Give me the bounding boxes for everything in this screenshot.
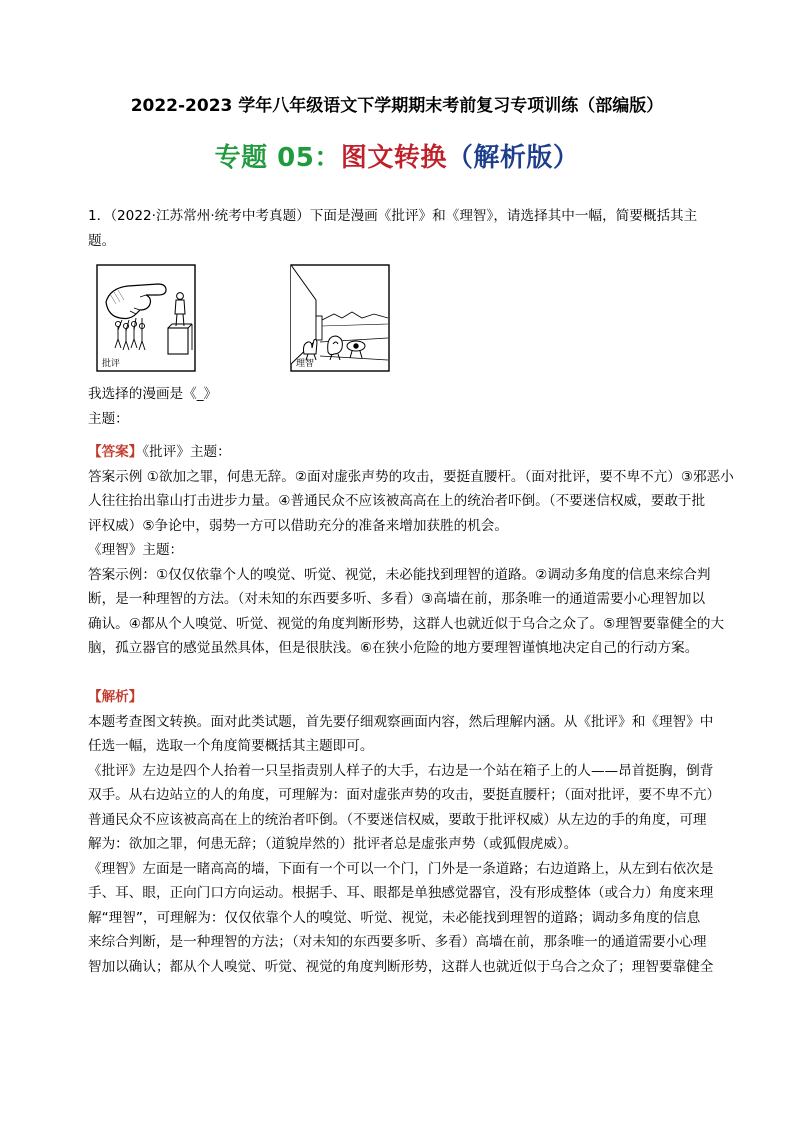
analysis-line: 手、耳、眼，正向门口方向运动。根据手、耳、眼都是单独感觉器官，没有形成整体（或合力）角度来理: [88, 885, 714, 901]
analysis-heading: [88, 685, 730, 710]
analysis-line: 本题考查图文转换。面对此类试题，首先要仔细观察画面内容，然后理解内涵。从《批评》和《理智》中: [88, 713, 714, 730]
answer-line: 评权威）⑤争论中，弱势一方可以借助充分的准备来增加获胜的机会。: [88, 517, 508, 534]
answer-line: 断，是一种理智的方法。（对未知的东西要多听、多看）③高墙在前，那条唯一的通道需要小心理智加以: [88, 591, 706, 607]
analysis-line: 智加以确认；都从个人嗅觉、听觉、视觉的角度判断形势，这群人也就近似于乌合之众了；理智要靠健全: [88, 958, 714, 975]
answer-line: 确认。④都从个人嗅觉、听觉、视觉的角度判断形势，这群人也就近似于乌合之众了。⑤理智要靠健全的大: [88, 615, 725, 632]
comic-figures: [96, 264, 396, 376]
answer-line: 《批评》主题：: [142, 444, 231, 460]
theme-line: 主题：: [88, 410, 129, 427]
answer-line: 答案示例 ①欲加之罪，何患无辞。②面对虚张声势的攻击，要挺直腰杆。（面对批评，要不卑不亢）③邪恶小: [88, 468, 734, 485]
analysis-line: 双手。从右边站立的人的角度，可理解为：面对虚张声势的攻击，要挺直腰杆；（面对批评，要不卑不亢）: [88, 787, 721, 803]
choice-line: 我选择的漫画是《_》: [88, 386, 218, 402]
analysis-section: [88, 685, 730, 979]
answer-section: [88, 440, 734, 661]
comic-reason: [290, 264, 390, 372]
answer-line: 答案示例：①仅仅依靠个人的嗅觉、听觉、视觉，未必能找到理智的道路。②调动多角度的信息来综合判: [88, 566, 711, 583]
comic-criticism: [96, 264, 196, 372]
main-title-edition: （解析版）: [446, 143, 580, 173]
analysis-line: 解为：欲加之罪，何患无辞；（道貌岸然的）批评者总是虚张声势（或狐假虎威）。: [88, 836, 578, 852]
question-line: 1．（2022·江苏常州·统考中考真题）下面是漫画《批评》和《理智》，请选择其中一幅，简要概括其主: [88, 208, 698, 224]
question-line: 题。: [88, 232, 116, 249]
comic-reason-label: 理智: [296, 359, 315, 369]
answer-tag: 【答案】: [88, 444, 143, 460]
analysis-line: 解“理智”，可理解为：仅仅依靠个人的嗅觉、听觉、视觉，未必能找到理智的道路；调动多角度的信息: [88, 909, 701, 926]
series-title: 2022-2023 学年八年级语文下学期期末考前复习专项训练（部编版）: [130, 96, 664, 116]
comic-criticism-label: 批评: [102, 359, 121, 369]
analysis-line: 《理智》左面是一睹高高的墙，下面有一个可以一个门，门外是一条道路；右边道路上，从左到右依次是: [88, 860, 714, 877]
main-title: [0, 140, 794, 176]
question-prompts: [88, 382, 730, 431]
answer-line: 人往往抬出靠山打击进步力量。④普通民众不应该被高高在上的统治者吓倒。（不要迷信权威，要敢于批: [88, 493, 706, 509]
answer-line: 脑，孤立器官的感觉虽然具体，但是很肤浅。⑥在狭小危险的地方要理智谨慎地决定自己的行动方案。: [88, 640, 699, 656]
analysis-line: 任选一幅，选取一个角度简要概括其主题即可。: [88, 738, 374, 754]
question-text: [88, 204, 730, 253]
main-title-topic-name: 图文转换: [340, 143, 447, 173]
main-title-topic-number: 专题 05：: [214, 143, 341, 173]
answer-line: 《理智》主题：: [88, 542, 184, 558]
analysis-line: 《批评》左边是四个人抬着一只呈指责别人样子的大手，右边是一个站在箱子上的人——昂首挺胸，倒背: [88, 762, 714, 779]
comic-criticism-drawing: [96, 264, 196, 372]
analysis-line: 来综合判断，是一种理智的方法；（对未知的东西要多听、多看）高墙在前，那条唯一的通道需要小心理: [88, 934, 707, 950]
analysis-tag: 【解析】: [88, 689, 143, 705]
comic-reason-drawing: [290, 264, 390, 372]
answer-heading: [88, 440, 730, 465]
analysis-line: 普通民众不应该被高高在上的统治者吓倒。（不要迷信权威，要敢于批评权威）从左边的手的角度，可理: [88, 811, 707, 828]
